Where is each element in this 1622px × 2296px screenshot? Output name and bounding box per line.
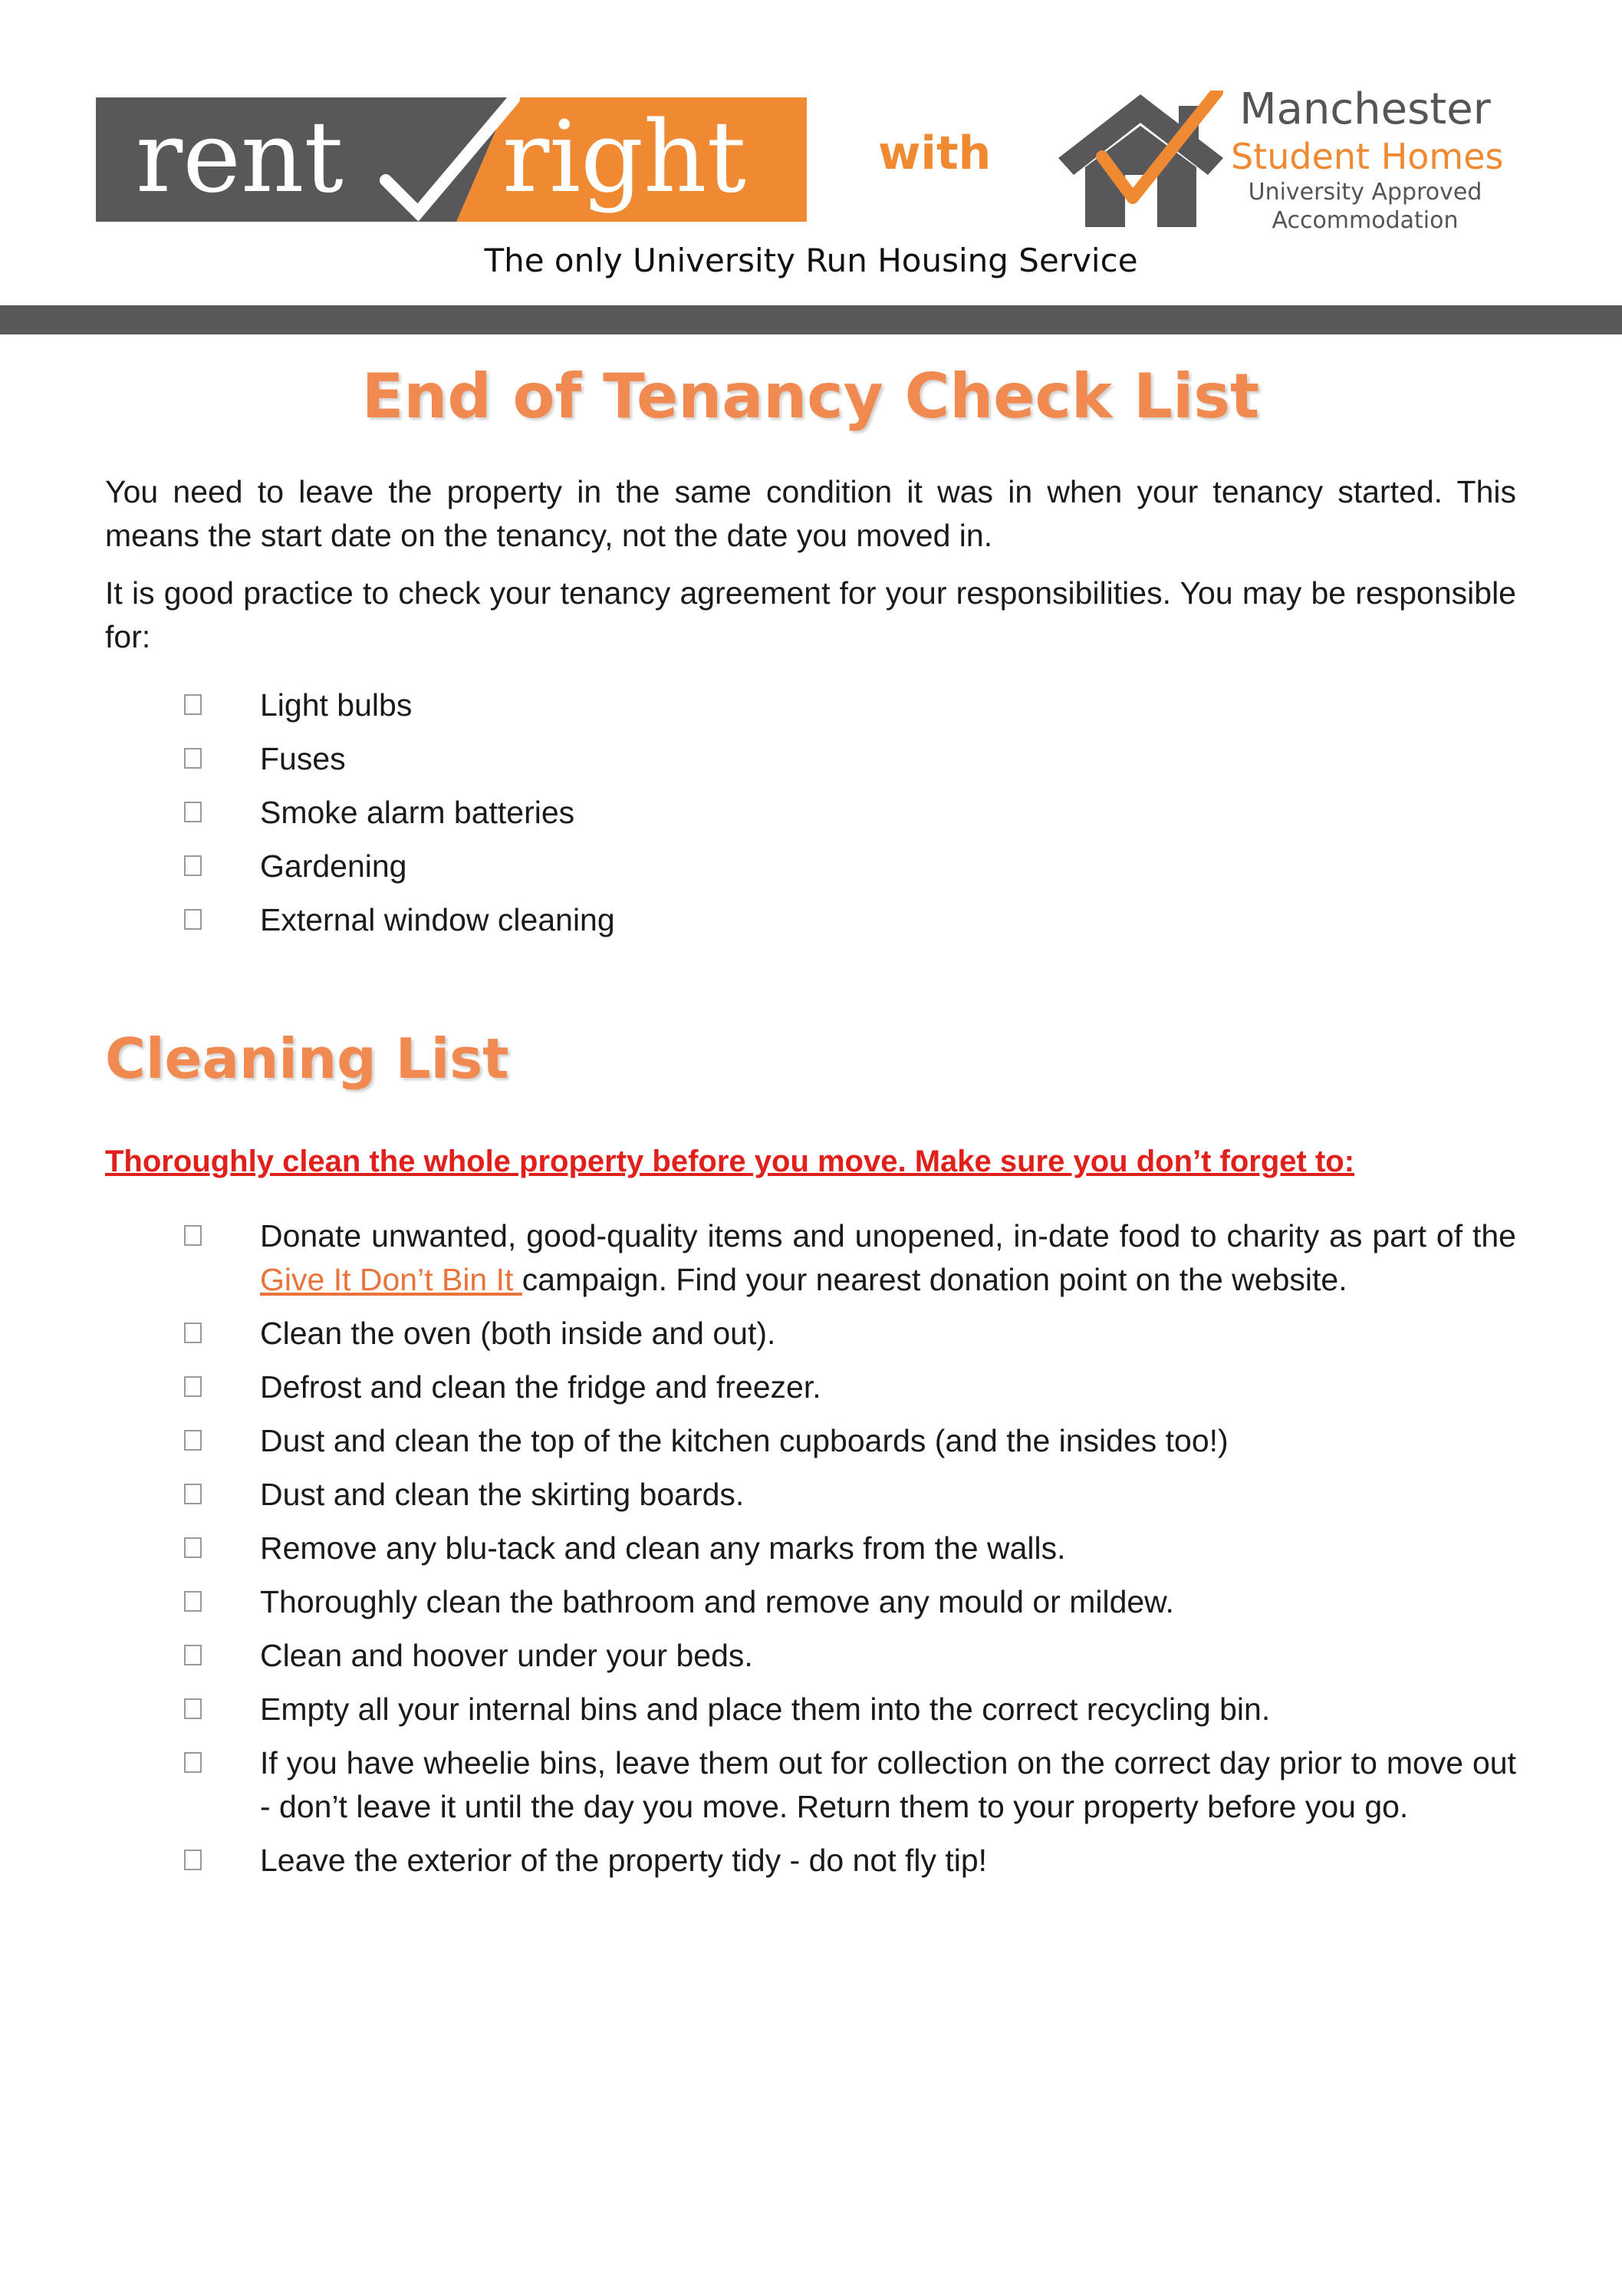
list-item-label: Remove any blu-tack and clean any marks from the walls.: [260, 1530, 1066, 1566]
document-body: [105, 338, 1516, 1892]
donate-text-after: campaign. Find your nearest donation point on the website.: [521, 1262, 1347, 1297]
cleaning-list-heading: Cleaning List: [105, 1026, 509, 1091]
checkbox[interactable]: [184, 1698, 202, 1719]
list-item-label: Light bulbs: [260, 687, 413, 723]
checkbox[interactable]: [184, 1430, 202, 1451]
cleaning-warning: Thoroughly clean the whole property before you move. Make sure you don’t forget to:: [105, 1145, 1355, 1178]
list-item: [105, 1312, 1516, 1356]
list-item: [105, 684, 1516, 727]
checkbox[interactable]: [184, 909, 202, 930]
document-header: [0, 0, 1622, 338]
list-item: [105, 1741, 1516, 1829]
list-item-label: Dust and clean the skirting boards.: [260, 1477, 745, 1512]
list-item-label: Dust and clean the top of the kitchen cupboards (and the insides too!): [260, 1423, 1229, 1458]
list-item-label: Leave the exterior of the property tidy - do not fly tip!: [260, 1843, 988, 1878]
list-item-label: External window cleaning: [260, 902, 615, 937]
tagline: The only University Run Housing Service: [484, 242, 1138, 279]
list-item: [105, 791, 1516, 835]
list-item: [105, 1419, 1516, 1463]
list-item: [105, 1580, 1516, 1624]
checkbox[interactable]: [184, 694, 202, 715]
checkbox[interactable]: [184, 1850, 202, 1870]
list-item-label: Defrost and clean the fridge and freezer.: [260, 1369, 821, 1405]
partner-subtitle-line1: University Approved: [1248, 179, 1482, 206]
partner-name-line1: Manchester: [1239, 84, 1491, 134]
page-title: End of Tenancy Check List: [361, 361, 1260, 432]
house-check-icon: [1054, 91, 1227, 229]
partner-subtitle-line2: Accommodation: [1272, 207, 1459, 234]
checkbox[interactable]: [184, 1376, 202, 1397]
list-item: [105, 845, 1516, 888]
list-item: [105, 1527, 1516, 1570]
list-item: [105, 1473, 1516, 1517]
checkbox[interactable]: [184, 748, 202, 769]
list-item-label: Empty all your internal bins and place them into the correct recycling bin.: [260, 1692, 1271, 1727]
checkbox[interactable]: [184, 1323, 202, 1343]
logo-right-text: right: [502, 100, 746, 215]
list-item: [105, 1214, 1516, 1302]
with-text: with: [878, 127, 992, 180]
donate-text-before: Donate unwanted, good-quality items and unopened, in-date food to charity as part of the: [260, 1218, 1516, 1253]
intro-paragraph-1: You need to leave the property in the same condition it was in when your tenancy started. This means the start date on the tenancy, not the date you moved in.: [105, 474, 1516, 553]
rent-right-logo: [96, 97, 807, 222]
list-item: [105, 898, 1516, 942]
partner-name-line2: Student Homes: [1231, 136, 1504, 177]
list-item-label: Clean the oven (both inside and out).: [260, 1316, 776, 1351]
checkbox[interactable]: [184, 855, 202, 876]
list-item-label: Thoroughly clean the bathroom and remove any mould or mildew.: [260, 1584, 1174, 1619]
checkbox[interactable]: [184, 1225, 202, 1246]
list-item-label: Fuses: [260, 741, 346, 776]
checkbox[interactable]: [184, 1537, 202, 1558]
responsibilities-list: [105, 684, 1516, 942]
list-item-label: Clean and hoover under your beds.: [260, 1638, 753, 1673]
list-item: [105, 1634, 1516, 1678]
list-item-label: Gardening: [260, 848, 407, 884]
intro-paragraph-2: It is good practice to check your tenancy agreement for your responsibilities. You may be responsible for:: [105, 575, 1516, 654]
list-item: [105, 1688, 1516, 1731]
cleaning-checklist: [105, 1214, 1516, 1883]
manchester-student-homes-logo-text: [1231, 84, 1504, 235]
list-item: [105, 1365, 1516, 1409]
checkbox[interactable]: [184, 1645, 202, 1665]
list-item-label: Smoke alarm batteries: [260, 795, 575, 830]
header-divider-bar: [0, 305, 1622, 334]
logo-rent-text: rent: [136, 100, 344, 215]
list-item: [105, 737, 1516, 781]
list-item: [105, 1839, 1516, 1883]
give-it-dont-bin-it-link[interactable]: Give It Don’t Bin It: [260, 1262, 522, 1297]
list-item-label: If you have wheelie bins, leave them out for collection on the correct day prior to move out - don’t leave it until the day you move. Return them to your property before you go.: [260, 1745, 1516, 1824]
checkbox[interactable]: [184, 1591, 202, 1612]
checkbox[interactable]: [184, 1752, 202, 1773]
checkbox[interactable]: [184, 1484, 202, 1504]
checkbox[interactable]: [184, 802, 202, 822]
